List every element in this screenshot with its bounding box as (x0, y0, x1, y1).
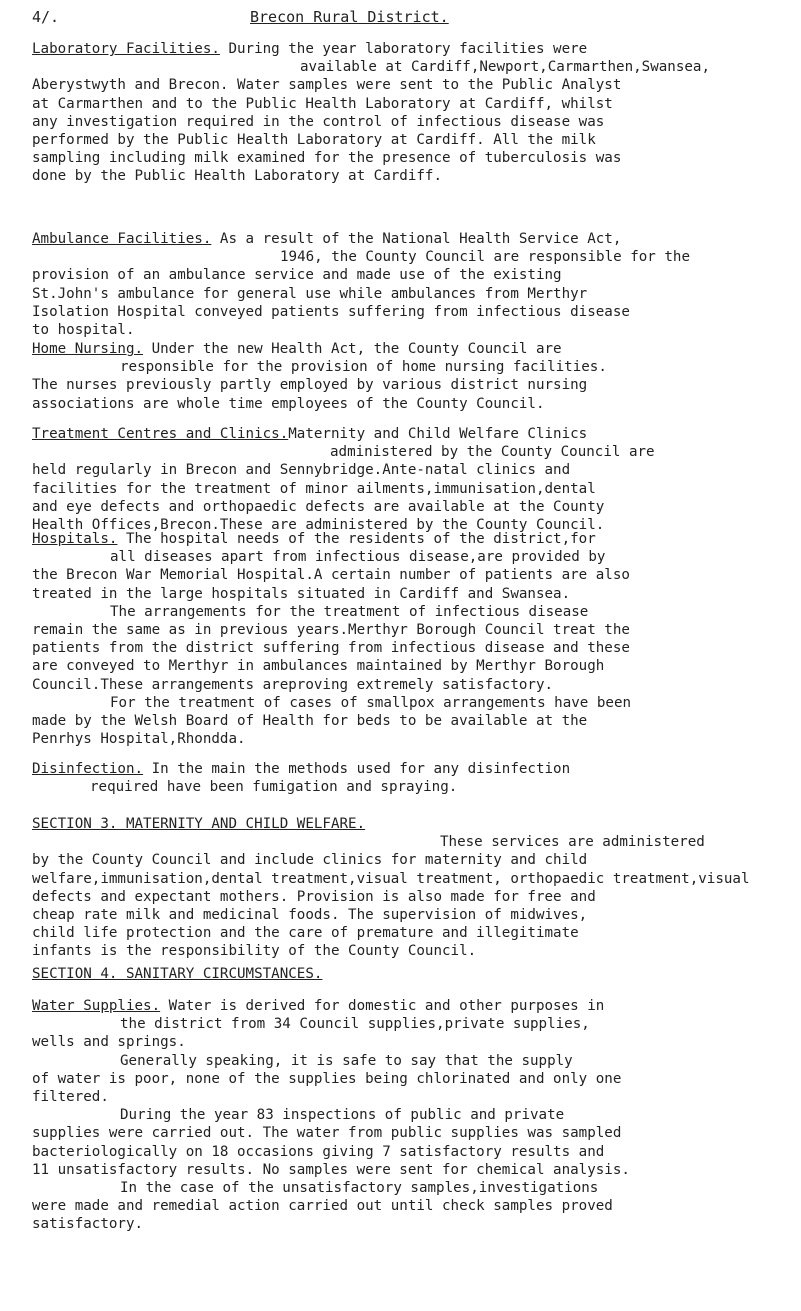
page-number: 4/. (32, 8, 60, 26)
section-heading: Laboratory Facilities. (32, 41, 220, 57)
text-line (32, 425, 587, 443)
line-text: the Brecon War Memorial Hospital.A certain number of patients are also (32, 567, 630, 584)
section-heading: Treatment Centres and Clinics. (32, 426, 289, 442)
text-line (32, 1033, 186, 1051)
text-line (32, 498, 604, 516)
line-text: defects and expectant mothers. Provision is also made for free and (32, 888, 596, 905)
text-line (32, 230, 621, 248)
text-line (120, 1015, 590, 1033)
line-text: welfare,immunisation,dental treatment,visual treatment, orthopaedic treatment,visual (32, 870, 750, 887)
page-title: Brecon Rural District. (250, 8, 449, 26)
line-text: Aberystwyth and Brecon. Water samples were sent to the Public Analyst (32, 77, 622, 94)
line-text: child life protection and the care of premature and illegitimate (32, 925, 579, 942)
text-line (32, 1161, 630, 1179)
line-text: As a result of the National Health Service Act, (211, 231, 622, 247)
line-text: treated in the large hospitals situated in Cardiff and Swansea. (32, 585, 571, 602)
text-line (32, 621, 630, 639)
text-line (440, 833, 705, 851)
text-line (90, 778, 457, 796)
line-text: made by the Welsh Board of Health for beds to be available at the (32, 713, 588, 729)
text-line (120, 1052, 573, 1070)
text-line (110, 694, 631, 712)
section-heading: Disinfection. (32, 761, 144, 777)
line-text: The nurses previously partly employed by various district nursing (32, 377, 588, 394)
line-text: performed by the Public Health Laboratory at Cardiff. All the milk (32, 132, 596, 148)
line-text: Penrhys Hospital,Rhondda. (32, 731, 246, 748)
text-line (32, 965, 322, 983)
text-line (32, 321, 135, 339)
line-text: responsible for the provision of home nursing facilities. (120, 359, 607, 376)
text-line (32, 997, 604, 1015)
text-line (32, 1143, 604, 1161)
line-text: Water is derived for domestic and other purposes in (160, 998, 605, 1014)
text-line (120, 358, 607, 376)
line-text: available at Cardiff,Newport,Carmarthen,Swansea, (300, 59, 710, 76)
line-text: infants is the responsibility of the County Council. (32, 943, 477, 960)
text-line (32, 760, 570, 778)
line-text: remain the same as in previous years.Merthyr Borough Council treat the (32, 622, 630, 638)
line-text: sampling including milk examined for the presence of tuberculosis was (32, 150, 622, 167)
line-text: required have been fumigation and spraying. (90, 779, 458, 796)
line-text: filtered. (32, 1089, 109, 1105)
text-line (32, 76, 621, 94)
line-text: associations are whole time employees of the County Council. (32, 395, 545, 412)
line-text: any investigation required in the control of infectious disease was (32, 113, 605, 130)
text-line (32, 712, 587, 730)
text-line (32, 1215, 143, 1233)
text-line (32, 676, 553, 694)
line-text: at Carmarthen and to the Public Health Laboratory at Cardiff, whilst (32, 95, 613, 112)
line-text: The hospital needs of the residents of the district,for (117, 531, 596, 547)
line-text: St.John's ambulance for general use while ambulances from Merthyr (32, 285, 588, 302)
line-text: satisfactory. (32, 1216, 144, 1233)
text-line (32, 585, 570, 603)
line-text: Under the new Health Act, the County Council are (143, 341, 562, 357)
line-text: and eye defects and orthopaedic defects are available at the County (32, 498, 605, 515)
text-line (32, 95, 613, 113)
text-line (32, 395, 545, 413)
text-line (120, 1179, 598, 1197)
text-line (32, 266, 562, 284)
text-line (32, 924, 579, 942)
text-line (330, 443, 655, 461)
text-line (32, 1197, 613, 1215)
line-text: the district from 34 Council supplies,private supplies, (120, 1016, 590, 1033)
text-line (120, 1106, 564, 1124)
text-line (32, 530, 596, 548)
line-text: 1946, the County Council are responsible for the (280, 249, 690, 266)
text-line (32, 149, 621, 167)
text-line (32, 942, 476, 960)
text-line (32, 566, 630, 584)
line-text: facilities for the treatment of minor ailments,immunisation,dental (32, 480, 596, 497)
line-text: Isolation Hospital conveyed patients suffering from infectious disease (32, 303, 630, 320)
line-text: In the case of the unsatisfactory samples,investigations (120, 1180, 599, 1196)
line-text: The arrangements for the treatment of infectious disease (110, 603, 589, 620)
section-heading: Hospitals. (32, 531, 118, 547)
line-text: held regularly in Brecon and Sennybridge.Ante-natal clinics and (32, 462, 571, 479)
text-line (32, 340, 562, 358)
line-text: During the year laboratory facilities were (219, 41, 588, 57)
line-text: cheap rate milk and medicinal foods. The supervision of midwives, (32, 907, 588, 923)
text-line (32, 870, 750, 888)
text-line (32, 639, 630, 657)
line-text: Health Offices,Brecon.These are administered by the County Council. (32, 517, 605, 533)
text-line (32, 906, 587, 924)
section-heading: SECTION 4. SANITARY CIRCUMSTANCES. (32, 966, 323, 982)
text-line (32, 730, 246, 748)
section-heading: Water Supplies. (32, 998, 161, 1014)
text-line (300, 58, 710, 76)
text-line (110, 548, 605, 566)
line-text: all diseases apart from infectious disease,are provided by (110, 549, 606, 566)
line-text: done by the Public Health Laboratory at Cardiff. (32, 168, 442, 185)
text-line (32, 303, 630, 321)
line-text: During the year 83 inspections of public and private (120, 1107, 565, 1124)
text-line (32, 113, 604, 131)
text-line (32, 480, 596, 498)
line-text: Council.These arrangements areproving extremely satisfactory. (32, 676, 554, 693)
line-text: These services are administered (440, 834, 705, 851)
line-text: by the County Council and include clinics for maternity and child (32, 852, 588, 869)
text-line (32, 285, 587, 303)
line-text: wells and springs. (32, 1034, 186, 1051)
line-text: Maternity and Child Welfare Clinics (288, 426, 588, 442)
text-line (32, 1070, 621, 1088)
text-line (110, 603, 588, 621)
line-text: Generally speaking, it is safe to say that the supply (120, 1052, 573, 1069)
text-line (280, 248, 690, 266)
line-text: patients from the district suffering from infectious disease and these (32, 640, 630, 657)
text-line (32, 131, 596, 149)
text-line (32, 1124, 621, 1142)
line-text: For the treatment of cases of smallpox arrangements have been (110, 694, 632, 711)
line-text: 11 unsatisfactory results. No samples were sent for chemical analysis. (32, 1161, 630, 1178)
line-text: administered by the County Council are (330, 444, 655, 461)
section-heading: SECTION 3. MATERNITY AND CHILD WELFARE. (32, 816, 366, 832)
text-line (32, 657, 604, 675)
text-line (32, 40, 587, 58)
text-line (32, 815, 365, 833)
text-line (32, 167, 442, 185)
line-text: provision of an ambulance service and made use of the existing (32, 267, 562, 284)
section-heading: Ambulance Facilities. (32, 231, 212, 247)
text-line (32, 461, 570, 479)
text-line (32, 851, 587, 869)
text-line (32, 376, 587, 394)
line-text: bacteriologically on 18 occasions giving 7 satisfactory results and (32, 1143, 605, 1160)
text-line (32, 1088, 109, 1106)
line-text: are conveyed to Merthyr in ambulances maintained by Merthyr Borough (32, 658, 605, 675)
line-text: supplies were carried out. The water from public supplies was sampled (32, 1125, 622, 1142)
line-text: In the main the methods used for any disinfection (143, 761, 571, 777)
text-line (32, 888, 596, 906)
line-text: were made and remedial action carried out until check samples proved (32, 1198, 613, 1215)
line-text: to hospital. (32, 322, 135, 338)
section-heading: Home Nursing. (32, 341, 144, 357)
line-text: of water is poor, none of the supplies being chlorinated and only one (32, 1070, 622, 1087)
